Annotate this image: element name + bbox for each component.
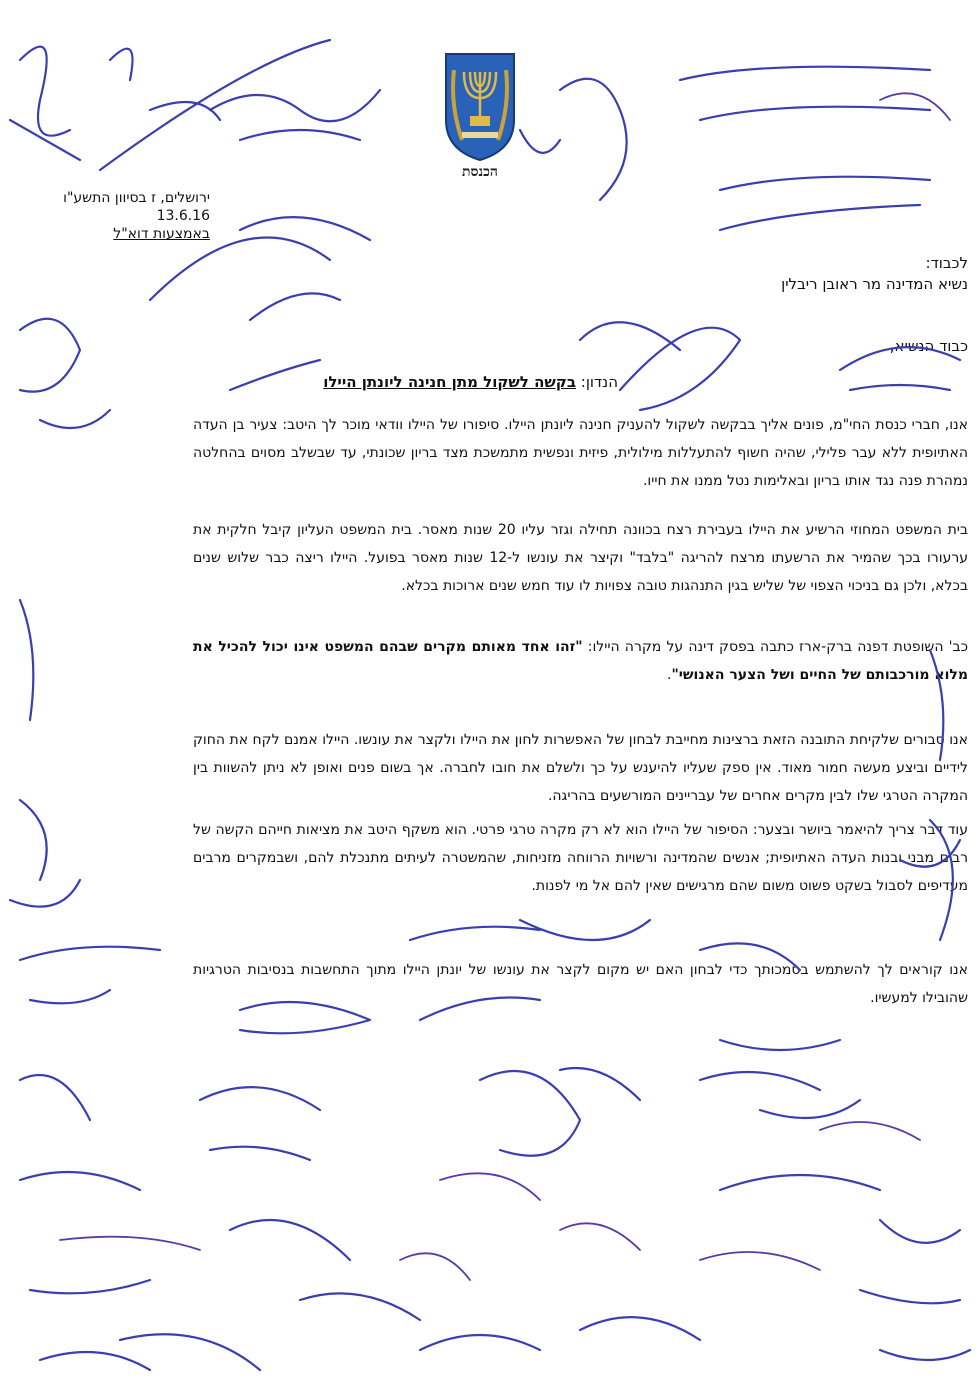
quote-end: . bbox=[667, 667, 672, 683]
body-paragraph-2: בית המשפט המחוזי הרשיע את היילו בעבירת רצח בכוונה תחילה וגזר עליו 20 שנות מאסר. בית המשפט העליון קיבל חלקית את ערעורו בכך שהמיר את הרשעתו מרצח להריגה "בלבד" וקיצר את עונשו ל-12 שנות מאסר בפועל. היילו ריצה כבר שלוש שנים בכלא, ולכן גם בניכוי הצפוי של שליש בגין התנהגות טובה צפויות לו עוד חמש שנים ארוכות בכלא. bbox=[193, 522, 969, 594]
letter-header bbox=[63, 189, 210, 243]
date-place: ירושלים, ז בסיוון התשע"ו bbox=[63, 190, 210, 206]
judge-quote: "זהו אחד מאותם מקרים שבהם המשפט אינו יכול להכיל את מלוא מורכבותם של החיים ושל הצער האנושי" bbox=[193, 639, 968, 683]
subject-label: הנדון: bbox=[580, 373, 618, 391]
quote-paragraph bbox=[193, 633, 968, 689]
quote-intro: כב' השופטת דפנה ברק-ארז כתבה בפסק דינה על מקרה היילו: bbox=[582, 639, 968, 655]
knesset-emblem bbox=[440, 50, 520, 180]
date-numeric: 13.6.16 bbox=[156, 208, 210, 224]
body-paragraph-3: אנו סבורים שלקיחת התובנה הזאת ברצינות מחייבת לבחון של האפשרות לחון את היילו ולקצר את עונשו. היילו אמנם לקח את החוק לידיים וביצע מעשה חמור מאוד. אין ספק שעליו להיענש על כך ולשלם את חובו לחברה. אך בשום פנים ואופן לא ניתן להשוות בין המקרה הטרגי שלו לבין מקרים אחרים של עבריינים המורשעים בהריגה. bbox=[193, 732, 968, 804]
salutation: כבוד הנשיא, bbox=[889, 337, 968, 355]
subject-line bbox=[323, 373, 618, 391]
recipient bbox=[781, 253, 968, 295]
knesset-caption: הכנסת bbox=[462, 164, 498, 180]
subject-text: בקשה לשקול מתן חנינה ליונתן היילו bbox=[323, 373, 576, 391]
body-paragraph-1: אנו, חברי כנסת החי"מ, פונים אליך בבקשה לשקול להעניק חנינה ליונתן היילו. סיפורו של היילו וודאי מוכר לך היטב: צעיר בן העדה האתיופית ללא עבר פלילי, שהיה חשוף להתעללות מילולית, פיזית ונפשית מתמשכת מצד בריון שכונתי, עד שבשלב מסוים בהחלטה נמהרת פנה נגד אותו בריון ובאלימות נטל ממנו את חייו. bbox=[193, 417, 968, 489]
recipient-name: נשיא המדינה מר ראובן ריבלין bbox=[781, 275, 968, 293]
recipient-label: לכבוד: bbox=[925, 254, 968, 272]
body-paragraph-5: אנו קוראים לך להשתמש בסמכותך כדי לבחון האם יש מקום לקצר את עונשו של יונתן היילו מתוך התחשבות בנסיבות הטרגיות שהובילו למעשיו. bbox=[193, 962, 968, 1006]
delivery-method: באמצעות דוא"ל bbox=[113, 226, 210, 242]
body-paragraph-4: עוד דבר צריך להיאמר ביושר ובצער: הסיפור של היילו הוא לא רק מקרה טרגי פרטי. הוא משקף היטב את מציאות חייהם הקשה של רבים מבני ובנות העדה האתיופית; אנשים שהמדינה ורשויות הרווחה מזניחות, שהמשטרה לעיתים מתנכלת להם, ושבמקרים מרבים מעדיפים לסבול בשקט פשוט משום שהם מרגישים שאין להם אל מי לפנות. bbox=[193, 822, 968, 894]
